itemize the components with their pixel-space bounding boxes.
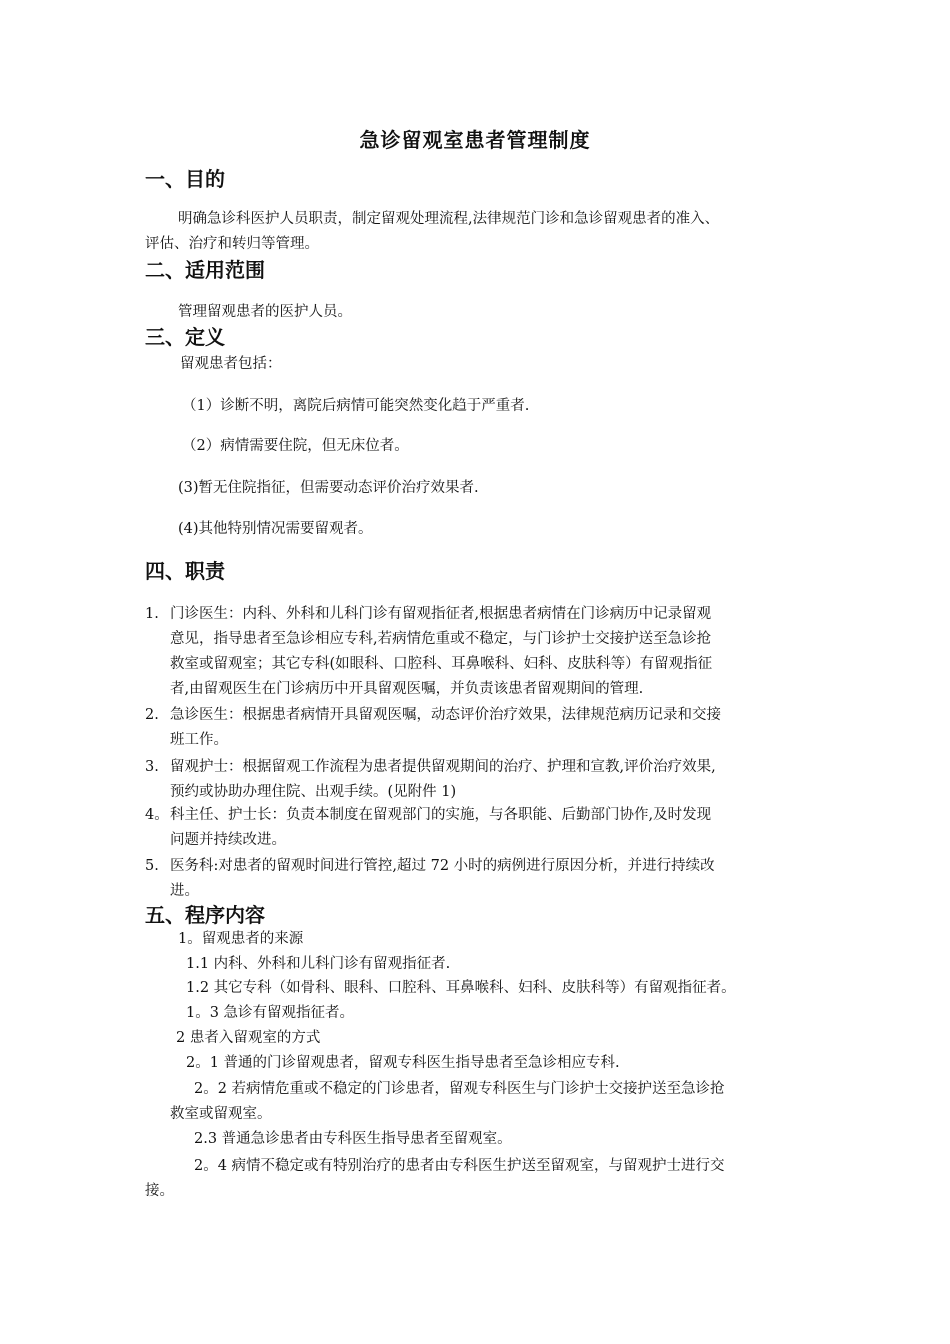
procedure-line: 2。1 普通的门诊留观患者，留观专科医生指导患者至急诊相应专科. bbox=[186, 1055, 620, 1071]
duty-number: 4。 bbox=[145, 807, 169, 823]
procedure-line: 2。2 若病情危重或不稳定的门诊患者，留观专科医生与门诊护士交接护送至急诊抢 bbox=[194, 1081, 725, 1097]
document-title: 急诊留观室患者管理制度 bbox=[359, 128, 591, 152]
duty-line: 医务科:对患者的留观时间进行管控,超过 72 小时的病例进行原因分析，并进行持续改 bbox=[170, 858, 715, 874]
definition-item: (3)暂无住院指征，但需要动态评价治疗效果者. bbox=[178, 480, 479, 496]
paragraph-line: 明确急诊科医护人员职责，制定留观处理流程,法律规范门诊和急诊留观患者的准入、 bbox=[178, 211, 720, 227]
definition-item: (4)其他特别情况需要留观者。 bbox=[178, 521, 373, 537]
duty-line: 问题并持续改进。 bbox=[170, 832, 286, 848]
section-heading-definition: 三、定义 bbox=[145, 325, 225, 349]
duty-line: 留观护士：根据留观工作流程为患者提供留观期间的治疗、护理和宣教,评价治疗效果, bbox=[170, 759, 716, 775]
duty-line: 进。 bbox=[170, 883, 199, 899]
section-heading-duties: 四、职责 bbox=[145, 559, 225, 583]
procedure-line: 救室或留观室。 bbox=[170, 1106, 272, 1122]
duty-line: 救室或留观室；其它专科(如眼科、口腔科、耳鼻喉科、妇科、皮肤科等）有留观指征 bbox=[170, 656, 713, 672]
section-heading-scope: 二、适用范围 bbox=[145, 258, 265, 282]
duty-line: 门诊医生：内科、外科和儿科门诊有留观指征者,根据患者病情在门诊病历中记录留观 bbox=[170, 606, 712, 622]
paragraph-line: 管理留观患者的医护人员。 bbox=[178, 304, 352, 320]
duty-number: 3. bbox=[145, 759, 159, 775]
paragraph-line: 评估、治疗和转归等管理。 bbox=[145, 236, 319, 252]
duty-line: 科主任、护士长：负责本制度在留观部门的实施，与各职能、后勤部门协作,及时发现 bbox=[170, 807, 712, 823]
procedure-line: 1.2 其它专科（如骨科、眼科、口腔科、耳鼻喉科、妇科、皮肤科等）有留观指征者。 bbox=[186, 980, 736, 996]
procedure-line: 1。留观患者的来源 bbox=[178, 931, 304, 947]
duty-line: 班工作。 bbox=[170, 732, 228, 748]
procedure-line: 接。 bbox=[145, 1183, 174, 1199]
duty-line: 意见，指导患者至急诊相应专科,若病情危重或不稳定，与门诊护士交接护送至急诊抢 bbox=[170, 631, 712, 647]
procedure-line: 2 患者入留观室的方式 bbox=[176, 1030, 321, 1046]
duty-number: 5. bbox=[145, 858, 159, 874]
definition-item: （2）病情需要住院，但无床位者。 bbox=[182, 438, 409, 454]
duty-number: 1. bbox=[145, 606, 159, 622]
section-heading-purpose: 一、目的 bbox=[145, 167, 225, 191]
duty-line: 预约或协助办理住院、出观手续。(见附件 1) bbox=[170, 784, 457, 800]
duty-line: 急诊医生：根据患者病情开具留观医嘱，动态评价治疗效果，法律规范病历记录和交接 bbox=[170, 707, 721, 723]
definition-item: （1）诊断不明，离院后病情可能突然变化趋于严重者. bbox=[182, 398, 530, 414]
procedure-line: 1.1 内科、外科和儿科门诊有留观指征者. bbox=[186, 956, 451, 972]
duty-number: 2. bbox=[145, 707, 159, 723]
procedure-line: 2。4 病情不稳定或有特别治疗的患者由专科医生护送至留观室，与留观护士进行交 bbox=[194, 1158, 725, 1174]
section-heading-procedure: 五、程序内容 bbox=[145, 903, 265, 927]
procedure-line: 2.3 普通急诊患者由专科医生指导患者至留观室。 bbox=[194, 1131, 512, 1147]
duty-line: 者,由留观医生在门诊病历中开具留观医嘱，并负责该患者留观期间的管理. bbox=[170, 681, 644, 697]
definition-intro: 留观患者包括： bbox=[180, 356, 282, 372]
procedure-line: 1。3 急诊有留观指征者。 bbox=[186, 1005, 355, 1021]
